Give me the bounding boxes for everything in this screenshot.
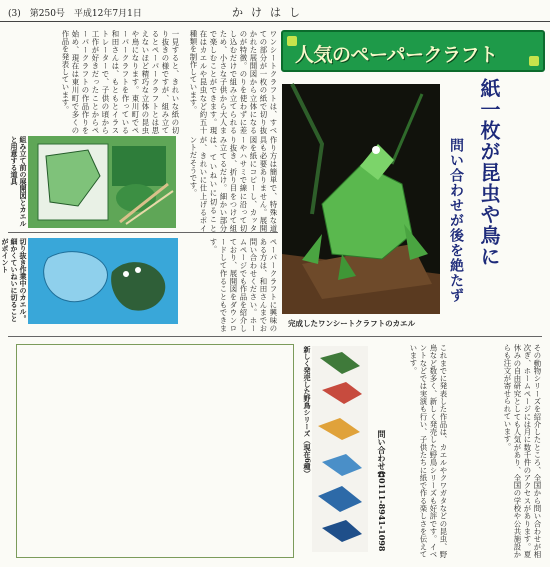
frog-photo bbox=[282, 84, 440, 314]
contact-info: 問い合わせ☎0111-8941-1098 bbox=[377, 430, 387, 552]
tools-caption: 組み立て前の展開図とカエルと用意する道具 bbox=[10, 136, 28, 227]
birds-illustration bbox=[312, 346, 368, 552]
section-divider bbox=[8, 336, 542, 337]
frog-caption: 完成したワンシートクラフトのカエル bbox=[288, 319, 416, 328]
tools-illustration bbox=[28, 136, 176, 228]
cutting-caption: 切り抜き作業中のカエル。細かくていねいに切ることがポイント bbox=[1, 238, 28, 322]
cutting-photo bbox=[28, 238, 178, 324]
article-text-bottom-mid: これまでに発表した作品は、カエルやクワガタなどの昆虫、野鳥など数多く、新しく発売した野鳥シリーズも好評です。イベントなどでは実演も行い、子供たちに紙で作る楽しさを伝えています。 bbox=[409, 344, 448, 558]
article-text-top-left: 一見すると、きれいな紙の切り抜きの様ですが、組み立てるとペーパークラフトとは思えないほど精巧な立体の昆虫や鳥になります。東川町でペーパークラフトを作っている和田さんは、もともとイラストレーターで、子供の頃から工作が好きだったことからペーパークラフトの作品作りを始め、現在は東川町で多くの作品を発表しています。 bbox=[61, 30, 180, 134]
feature-banner bbox=[281, 30, 545, 72]
issue-info: (3) 第250号 平成12年7月1日 bbox=[8, 9, 142, 19]
bottom-left-box bbox=[16, 344, 294, 558]
birds-photo bbox=[312, 346, 368, 552]
article-text-top-right: ワンシートクラフトは、すべての部分が一枚の紙で切り抜かれた展開図から立体になるのが特徴。のりを使わずに差し込むだけで組み立てられるため、小さな子供から大人まで楽しむことができます。現在はカエルや昆虫など約五十種類を制作しています。 bbox=[189, 30, 278, 134]
article-text-mid: 作り方は簡単で、特殊な道具も必要ありません。展開図を紙にコピーし、カッターやハサミで線に沿って切り抜き、折り目をつけて組み立てるだけ。細かい部分は、ていねいに切ることが、きれいに仕上げるポイントだそうです。 bbox=[189, 136, 278, 232]
banner-title: 人気のペーパークラフト bbox=[295, 44, 498, 66]
sub-headline: 問い合わせが後を絶たず bbox=[448, 138, 464, 303]
tools-photo bbox=[28, 136, 176, 228]
article-text-left-bottom: ペーパークラフトに興味のある方は、和田さんまでお問い合わせください。ホームページでも作品を紹介しており、展開図をダウンロードして作ることもできます。 bbox=[209, 238, 278, 332]
frog-illustration bbox=[282, 84, 440, 314]
banner-deco bbox=[529, 56, 539, 66]
main-headline: 紙一枚が昆虫や鳥に bbox=[477, 78, 501, 267]
cutting-illustration bbox=[28, 238, 178, 324]
page-header bbox=[0, 0, 550, 22]
newspaper-title: かけはし bbox=[232, 6, 308, 19]
section-divider bbox=[8, 232, 278, 233]
article-text-bottom-right: その動物シリーズを紹介したところ、全国から問い合わせが相次ぎ、ホームページには月に数千件のアクセスがあります。夏休みの自由研究としても人気があり、全国の学校や公共施設からも注文が寄せられています。 bbox=[503, 344, 542, 558]
birds-caption: 新しく発売した野鳥シリーズ（現在6種） bbox=[303, 346, 312, 477]
